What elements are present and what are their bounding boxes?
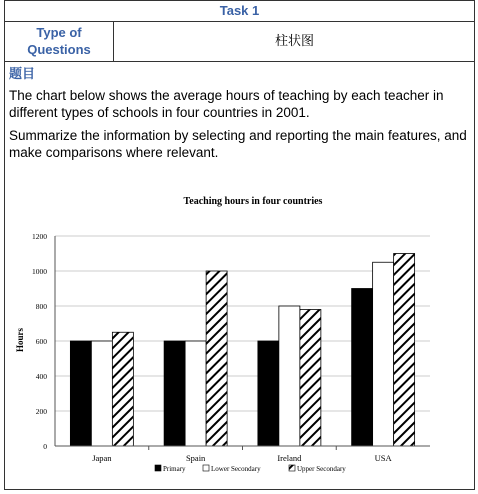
section-heading: 题目 [9,66,36,81]
legend-label: Lower Secondary [211,465,261,473]
y-tick-label: 800 [35,302,47,311]
bar [91,341,112,446]
bar [206,271,227,446]
bar [70,341,91,446]
bar [352,289,373,447]
legend-label: Upper Secondary [297,465,346,473]
question-type-value: 柱状图 [274,33,314,48]
y-axis-label: Hours [15,327,25,353]
y-tick-label: 1000 [32,267,47,276]
y-tick-label: 0 [43,442,47,451]
bar [112,332,133,446]
question-type-label: Type of Questions [5,21,114,61]
chart-title: Teaching hours in four countries [183,196,323,207]
chart-svg [15,187,455,487]
bar-chart [15,187,455,487]
bar [164,341,185,446]
bar [258,341,279,446]
x-tick-label: Japan [92,453,112,463]
x-tick-label: Ireland [277,453,302,463]
x-tick-label: Spain [185,453,206,463]
y-tick-label: 600 [35,337,47,346]
prompt-paragraph-1: The chart below shows the average hours of teaching by each teacher in different types of schools in four countries in 2001. [9,88,444,120]
question-type-row [5,21,474,62]
bar [373,262,394,446]
bar [300,310,321,447]
bar [185,341,206,446]
task-sheet [4,0,475,490]
bar [279,306,300,446]
y-tick-label: 400 [35,372,47,381]
legend-swatch [155,465,161,471]
y-tick-label: 200 [35,407,47,416]
bar [394,254,415,447]
legend [155,465,346,473]
legend-label: Primary [163,465,186,473]
task-header: Task 1 [5,1,474,22]
legend-swatch [203,465,209,471]
x-tick-label: USA [374,453,392,463]
legend-swatch [289,465,295,471]
bars-layer [70,254,414,447]
prompt-paragraph-2: Summarize the information by selecting and reporting the main features, and make comparisons where relevant. [9,128,467,160]
y-tick-label: 1200 [32,232,47,241]
